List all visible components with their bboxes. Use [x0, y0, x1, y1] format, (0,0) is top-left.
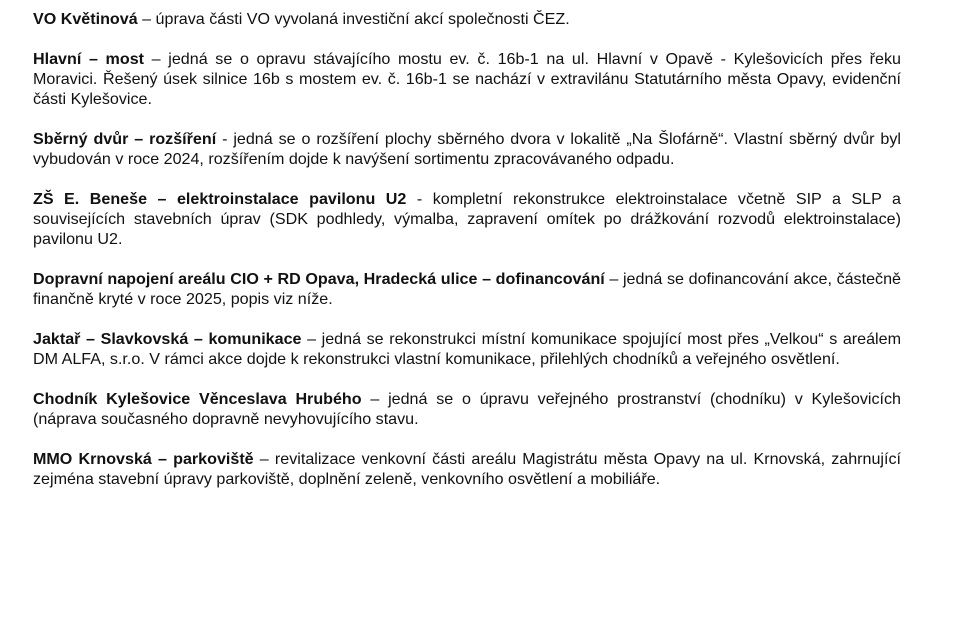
entry-title: MMO Krnovská – parkoviště	[33, 450, 254, 468]
entry-title: ZŠ E. Beneše – elektroinstalace pavilonu U2	[33, 190, 407, 208]
entry-dopravni-napojeni	[33, 269, 901, 309]
entry-title: Sběrný dvůr – rozšíření	[33, 130, 217, 148]
entry-title: Jaktař – Slavkovská – komunikace	[33, 330, 302, 348]
entry-zs-benese	[33, 189, 901, 249]
entry-text: – jedná se rekonstrukci místní komunikace spojující most přes „Velkou“ s areálem DM ALFA, s.r.o. V rámci akce dojde k rekonstrukci vlastní komunikace, přilehlých chodníků a veřejného osvětlení.	[33, 330, 901, 368]
entry-hlavni-most	[33, 49, 901, 109]
entry-text: – jedná se o opravu stávajícího mostu ev. č. 16b-1 na ul. Hlavní v Opavě - Kylešovicích přes řeku Moravici. Řešený úsek silnice 16b s mostem ev. č. 16b-1 se nachází v extravilánu Statutárního města Opavy, evidenční části Kylešovice.	[33, 50, 901, 108]
entry-title: Chodník Kylešovice Věnceslava Hrubého	[33, 390, 362, 408]
entry-title: Dopravní napojení areálu CIO + RD Opava, Hradecká ulice – dofinancování	[33, 270, 605, 288]
entry-text: – jedná se dofinancování akce, částečně finančně kryté v roce 2025, popis viz níže.	[33, 270, 901, 308]
entry-title: VO Květinová	[33, 10, 138, 28]
entry-vo-kvetinova	[33, 9, 901, 29]
entry-text: - kompletní rekonstrukce elektroinstalace včetně SIP a SLP a souvisejících stavebních úprav (SDK podhledy, výmalba, zapravení omítek po drážkování rozvodů elektroinstalace) pavilonu U2.	[33, 190, 901, 248]
entry-title: Hlavní – most	[33, 50, 145, 68]
entry-jaktar-slavkovska	[33, 329, 901, 369]
document-body	[33, 9, 901, 509]
entry-text: - jedná se o rozšíření plochy sběrného dvora v lokalitě „Na Šlofárně“. Vlastní sběrný dvůr byl vybudován v roce 2024, rozšířením dojde k navýšení sortimentu zpracovávaného odpadu.	[33, 130, 901, 168]
entry-sberny-dvur	[33, 129, 901, 169]
entry-text: – úprava části VO vyvolaná investiční akcí společnosti ČEZ.	[137, 10, 570, 28]
entry-mmo-krnovska	[33, 449, 901, 489]
entry-text: – jedná se o úpravu veřejného prostranství (chodníku) v Kylešovicích (náprava současného dopravně nevyhovujícího stavu.	[33, 390, 901, 428]
entry-chodnik-kylesovice	[33, 389, 901, 429]
entry-text: – revitalizace venkovní části areálu Magistrátu města Opavy na ul. Krnovská, zahrnující zejména stavební úpravy parkoviště, doplnění zeleně, venkovního osvětlení a mobiliáře.	[33, 450, 901, 488]
